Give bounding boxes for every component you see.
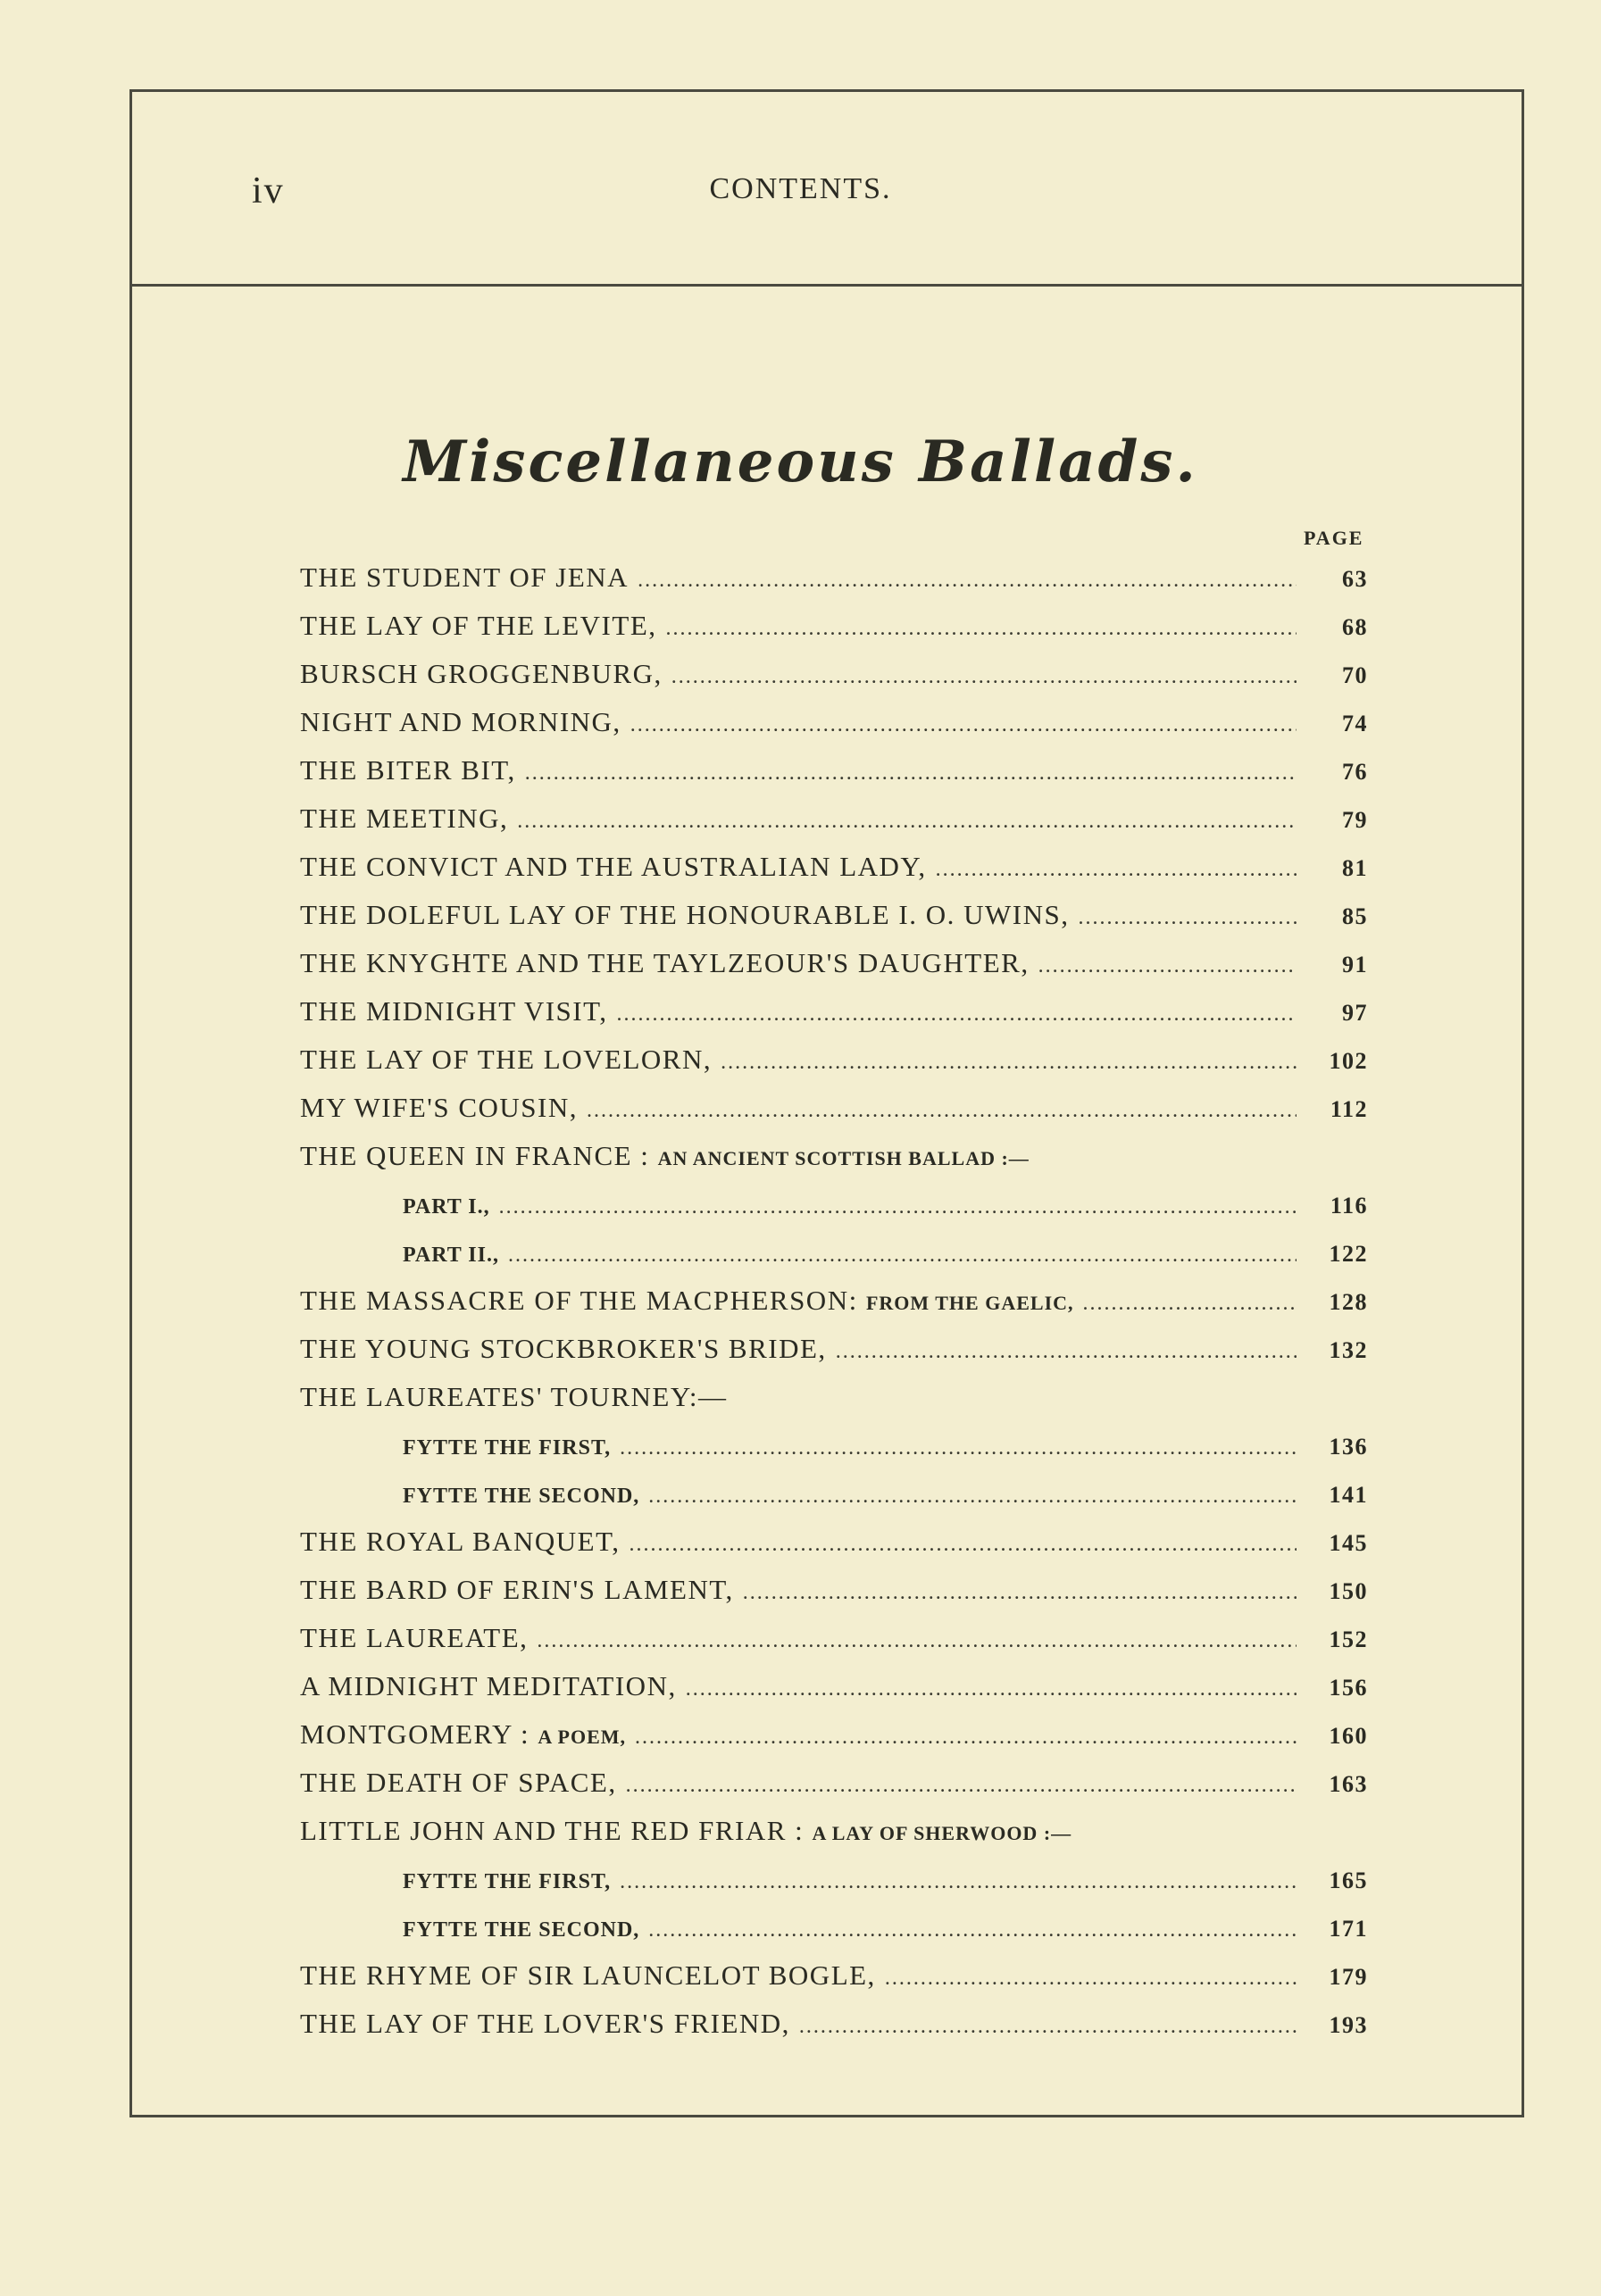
toc-entry	[300, 1759, 1368, 1807]
entry-subtitle: A POEM,	[538, 1726, 627, 1748]
entry-page-number: 102	[1329, 1048, 1368, 1074]
toc-entry	[300, 602, 1368, 650]
entry-title	[403, 1228, 499, 1279]
toc-entry	[300, 1325, 1368, 1373]
entry-page-number: 112	[1330, 1096, 1368, 1122]
dot-leader	[1078, 894, 1297, 942]
toc-entry	[300, 1807, 1368, 1855]
toc-entry	[300, 1036, 1368, 1084]
toc-entry	[300, 891, 1368, 939]
entry-title-text: THE KNYGHTE AND THE TAYLZEOUR'S DAUGHTER,	[300, 947, 1030, 978]
entry-page-number: 136	[1329, 1434, 1368, 1460]
dot-leader	[721, 1038, 1297, 1086]
entry-title-text: FYTTE THE FIRST,	[403, 1436, 612, 1460]
entry-title	[300, 650, 663, 698]
entry-title	[300, 1710, 626, 1761]
entry-title-text: PART II.,	[403, 1244, 499, 1267]
entry-page-number: 150	[1329, 1578, 1368, 1604]
entry-title-text: THE YOUNG STOCKBROKER'S BRIDE,	[300, 1333, 827, 1364]
toc-entry	[300, 843, 1368, 891]
dot-leader	[671, 653, 1297, 701]
running-head: CONTENTS.	[709, 172, 892, 205]
dot-leader	[508, 1231, 1297, 1279]
entry-subtitle: FROM THE GAELIC,	[865, 1292, 1074, 1314]
entry-page-number: 171	[1329, 1916, 1368, 1942]
entry-title-text: THE QUEEN IN FRANCE :	[300, 1140, 650, 1171]
entry-page-number: 165	[1329, 1868, 1368, 1893]
dot-leader	[666, 604, 1297, 653]
entry-title	[300, 1759, 617, 1807]
dot-leader	[836, 1327, 1297, 1376]
entry-title	[300, 1084, 578, 1132]
entry-page-number: 70	[1342, 662, 1368, 688]
dot-leader	[648, 1472, 1297, 1520]
toc-entry	[300, 1084, 1368, 1132]
entry-title-text: FYTTE THE FIRST,	[403, 1870, 612, 1893]
entry-title	[403, 1180, 490, 1231]
entry-title	[300, 553, 629, 602]
toc-entry	[300, 1566, 1368, 1614]
entry-subtitle: A LAY OF SHERWOOD :—	[812, 1822, 1072, 1844]
entry-page-number: 81	[1342, 855, 1368, 881]
table-of-contents	[300, 553, 1368, 2048]
entry-title-text: THE DOLEFUL LAY OF THE HONOURABLE I. O. UWINS,	[300, 899, 1070, 930]
entry-title-text: NIGHT AND MORNING,	[300, 706, 621, 737]
dot-leader	[620, 1424, 1297, 1472]
entry-title-text: A MIDNIGHT MEDITATION,	[300, 1670, 677, 1701]
entry-title	[403, 1903, 639, 1954]
dot-leader	[620, 1858, 1297, 1906]
entry-page-number: 141	[1329, 1482, 1368, 1508]
toc-entry	[300, 987, 1368, 1036]
entry-page-number: 132	[1329, 1337, 1368, 1363]
entry-title	[403, 1469, 639, 1520]
entry-page-number: 128	[1329, 1289, 1368, 1315]
entry-title-text: THE ROYAL BANQUET,	[300, 1526, 621, 1557]
entry-title	[300, 987, 608, 1036]
toc-entry	[300, 650, 1368, 698]
entry-title-text: PART I.,	[403, 1195, 490, 1219]
page-column-label: PAGE	[1304, 527, 1364, 549]
toc-entry	[300, 1373, 1368, 1421]
dot-leader	[537, 1617, 1297, 1665]
entry-title	[403, 1855, 611, 1906]
entry-title	[300, 1277, 1074, 1327]
entry-title	[300, 939, 1030, 987]
toc-entry	[300, 1662, 1368, 1710]
entry-page-number: 68	[1342, 614, 1368, 640]
entry-page-number: 163	[1329, 1771, 1368, 1797]
dot-leader	[587, 1086, 1297, 1135]
entry-title	[300, 794, 508, 843]
dot-leader	[885, 1954, 1297, 2002]
toc-subentry	[300, 1421, 1368, 1469]
entry-page-number: 63	[1342, 566, 1368, 592]
toc-entry	[300, 2000, 1368, 2048]
entry-title-text: THE LAY OF THE LOVER'S FRIEND,	[300, 2008, 790, 2039]
entry-title	[403, 1421, 611, 1472]
entry-title-text: THE LAUREATES' TOURNEY:—	[300, 1381, 728, 1412]
entry-page-number: 156	[1329, 1675, 1368, 1701]
dot-leader	[630, 1520, 1297, 1568]
dot-leader	[517, 797, 1297, 845]
entry-title	[300, 1614, 528, 1662]
page-number: iv	[252, 171, 285, 212]
entry-page-number: 74	[1342, 711, 1368, 736]
entry-title-text: THE LAY OF THE LEVITE,	[300, 610, 657, 641]
dot-leader	[617, 990, 1297, 1038]
entry-title-text: THE MEETING,	[300, 803, 509, 834]
entry-title	[300, 843, 927, 891]
entry-title	[300, 1566, 734, 1614]
entry-title-text: THE LAUREATE,	[300, 1622, 529, 1653]
entry-title-text: MY WIFE'S COUSIN,	[300, 1092, 578, 1123]
toc-entry	[300, 1710, 1368, 1759]
entry-page-number: 145	[1329, 1530, 1368, 1556]
dot-leader	[1083, 1279, 1297, 1327]
entry-title-text: FYTTE THE SECOND,	[403, 1918, 640, 1942]
entry-title-text: THE BITER BIT,	[300, 754, 516, 786]
entry-title-text: FYTTE THE SECOND,	[403, 1485, 640, 1508]
entry-page-number: 91	[1342, 952, 1368, 977]
entry-title	[300, 602, 657, 650]
toc-entry	[300, 746, 1368, 794]
entry-title-text: MONTGOMERY :	[300, 1718, 530, 1750]
entry-page-number: 152	[1329, 1626, 1368, 1652]
dot-leader	[648, 1906, 1297, 1954]
toc-entry	[300, 698, 1368, 746]
entry-title-text: THE RHYME OF SIR LAUNCELOT BOGLE,	[300, 1959, 876, 1991]
entry-title-text: LITTLE JOHN AND THE RED FRIAR :	[300, 1815, 805, 1846]
dot-leader	[626, 1761, 1297, 1809]
header-rule	[129, 284, 1524, 287]
entry-title-text: THE MIDNIGHT VISIT,	[300, 995, 608, 1027]
toc-subentry	[300, 1855, 1368, 1903]
dot-leader	[936, 845, 1297, 894]
entry-title	[300, 2000, 790, 2048]
dot-leader	[499, 1183, 1297, 1231]
entry-title-text: THE LAY OF THE LOVELORN,	[300, 1044, 713, 1075]
dot-leader	[525, 749, 1297, 797]
entry-title	[300, 1325, 827, 1373]
toc-subentry	[300, 1903, 1368, 1951]
dot-leader	[635, 1713, 1297, 1761]
entry-title	[300, 1951, 876, 2000]
toc-subentry	[300, 1469, 1368, 1518]
entry-page-number: 160	[1329, 1723, 1368, 1749]
entry-page-number: 179	[1329, 1964, 1368, 1990]
entry-title	[300, 698, 621, 746]
dot-leader	[686, 1665, 1297, 1713]
entry-title	[300, 1373, 727, 1421]
dot-leader	[638, 556, 1297, 604]
entry-title	[300, 746, 516, 794]
toc-subentry	[300, 1180, 1368, 1228]
entry-page-number: 116	[1330, 1193, 1368, 1219]
entry-title-text: THE BARD OF ERIN'S LAMENT,	[300, 1574, 734, 1605]
entry-page-number: 79	[1342, 807, 1368, 833]
toc-entry	[300, 1277, 1368, 1325]
entry-title	[300, 1036, 712, 1084]
toc-entry	[300, 1614, 1368, 1662]
entry-title	[300, 891, 1069, 939]
entry-title	[300, 1518, 621, 1566]
toc-entry	[300, 1951, 1368, 2000]
toc-entry	[300, 553, 1368, 602]
entry-subtitle: AN ANCIENT SCOTTISH BALLAD :—	[657, 1147, 1030, 1169]
entry-page-number: 85	[1342, 903, 1368, 929]
dot-leader	[630, 701, 1297, 749]
entry-page-number: 97	[1342, 1000, 1368, 1026]
entry-title-text: THE MASSACRE OF THE MACPHERSON:	[300, 1285, 858, 1316]
toc-entry	[300, 1132, 1368, 1180]
entry-title-text: BURSCH GROGGENBURG,	[300, 658, 663, 689]
entry-title-text: THE DEATH OF SPACE,	[300, 1767, 617, 1798]
toc-entry	[300, 1518, 1368, 1566]
toc-entry	[300, 794, 1368, 843]
dot-leader	[1038, 942, 1297, 990]
entry-page-number: 76	[1342, 759, 1368, 785]
entry-page-number: 193	[1329, 2012, 1368, 2038]
entry-title-text: THE STUDENT OF JENA	[300, 562, 630, 593]
entry-title	[300, 1662, 677, 1710]
section-title: Miscellaneous Ballads.	[403, 428, 1198, 495]
toc-entry	[300, 939, 1368, 987]
dot-leader	[799, 2002, 1297, 2051]
entry-title-text: THE CONVICT AND THE AUSTRALIAN LADY,	[300, 851, 927, 882]
entry-title	[300, 1132, 1030, 1183]
toc-subentry	[300, 1228, 1368, 1277]
dot-leader	[743, 1568, 1297, 1617]
entry-page-number: 122	[1329, 1241, 1368, 1267]
entry-title	[300, 1807, 1072, 1858]
